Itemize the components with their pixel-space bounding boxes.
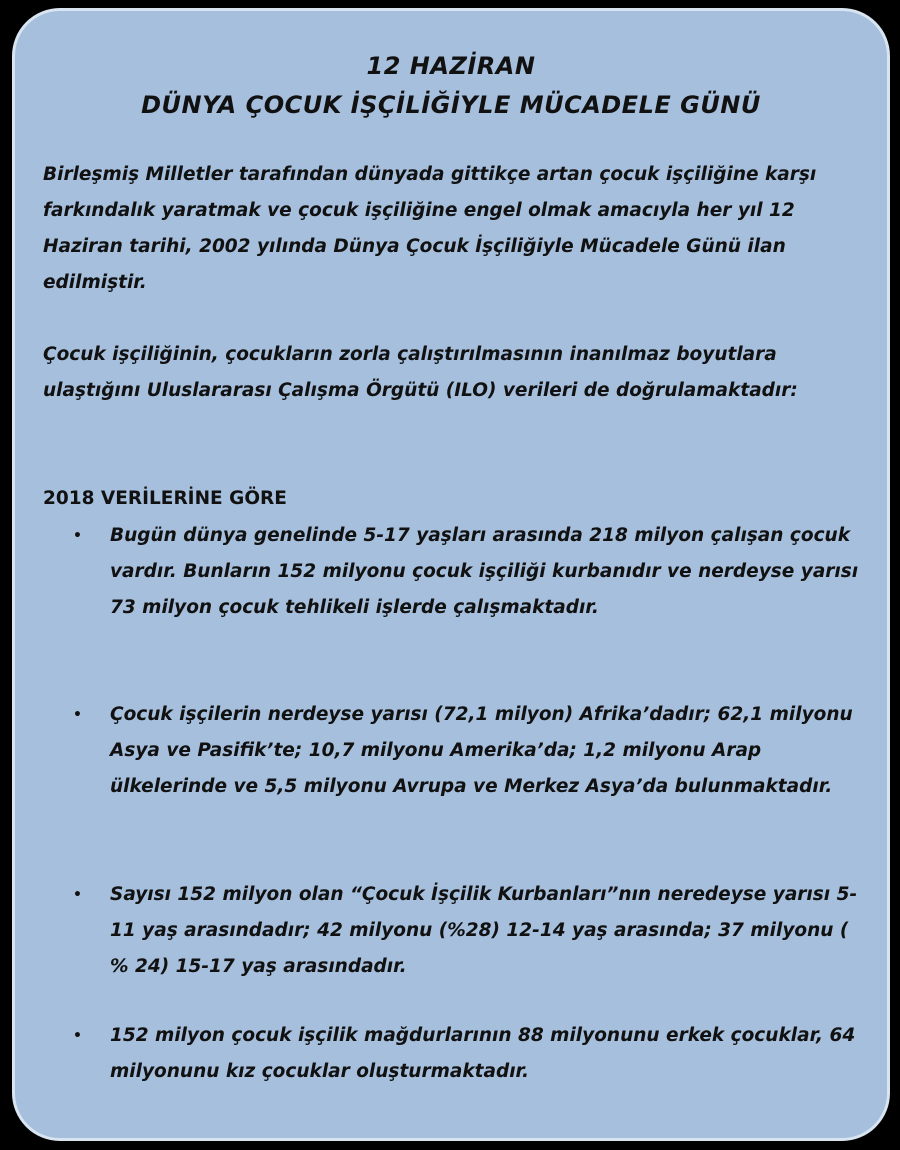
list-item: 152 milyon çocuk işçilik mağdurlarının 88 milyonunu erkek çocuklar, 64 milyonunu kız çocuklar oluşturmaktadır. — [110, 1025, 856, 1082]
title-date: 12 HAZİRAN — [366, 52, 536, 80]
list-item: Çocuk işçilerin nerdeyse yarısı (72,1 milyon) Afrika’dadır; 62,1 milyonu Asya ve Pasifik’te; 10,7 milyonu Amerika’da; 1,2 milyonu Arap ülkelerinde ve 5,5 milyonu Avrupa ve Merkez Asya’da bulunmaktadır. — [110, 704, 853, 797]
bullet-dot-icon: • — [73, 707, 82, 723]
bullet-dot-icon: • — [73, 1028, 82, 1044]
bullet-dot-icon: • — [73, 528, 82, 544]
list-item: Sayısı 152 milyon olan “Çocuk İşçilik Kurbanları”nın neredeyse yarısı 5-11 yaş arasındadır; 42 milyonu (%28) 12-14 yaş arasında; 37 milyonu ( % 24) 15-17 yaş arasındadır. — [110, 884, 858, 977]
title-main: DÜNYA ÇOCUK İŞÇİLİĞİYLE MÜCADELE GÜNÜ — [141, 91, 761, 119]
info-card — [12, 8, 890, 1141]
bullet-dot-icon: • — [73, 887, 82, 903]
intro-paragraph: Birleşmiş Milletler tarafından dünyada gittikçe artan çocuk işçiliğine karşı farkındalık yaratmak ve çocuk işçiliğine engel olmak amacıyla her yıl 12 Haziran tarihi, 2002 yılında Dünya Çocuk İşçiliğiyle Mücadele Günü ilan edilmiştir. — [43, 164, 817, 293]
section-heading: 2018 VERİLERİNE GÖRE — [43, 488, 287, 509]
ilo-paragraph: Çocuk işçiliğinin, çocukların zorla çalıştırılmasının inanılmaz boyutlara ulaştığını Uluslararası Çalışma Örgütü (ILO) verileri de doğrulamaktadır: — [43, 344, 798, 401]
list-item: Bugün dünya genelinde 5-17 yaşları arasında 218 milyon çalışan çocuk vardır. Bunların 152 milyonu çocuk işçiliği kurbanıdır ve nerdeyse yarısı 73 milyon çocuk tehlikeli işlerde çalışmaktadır. — [110, 525, 859, 618]
